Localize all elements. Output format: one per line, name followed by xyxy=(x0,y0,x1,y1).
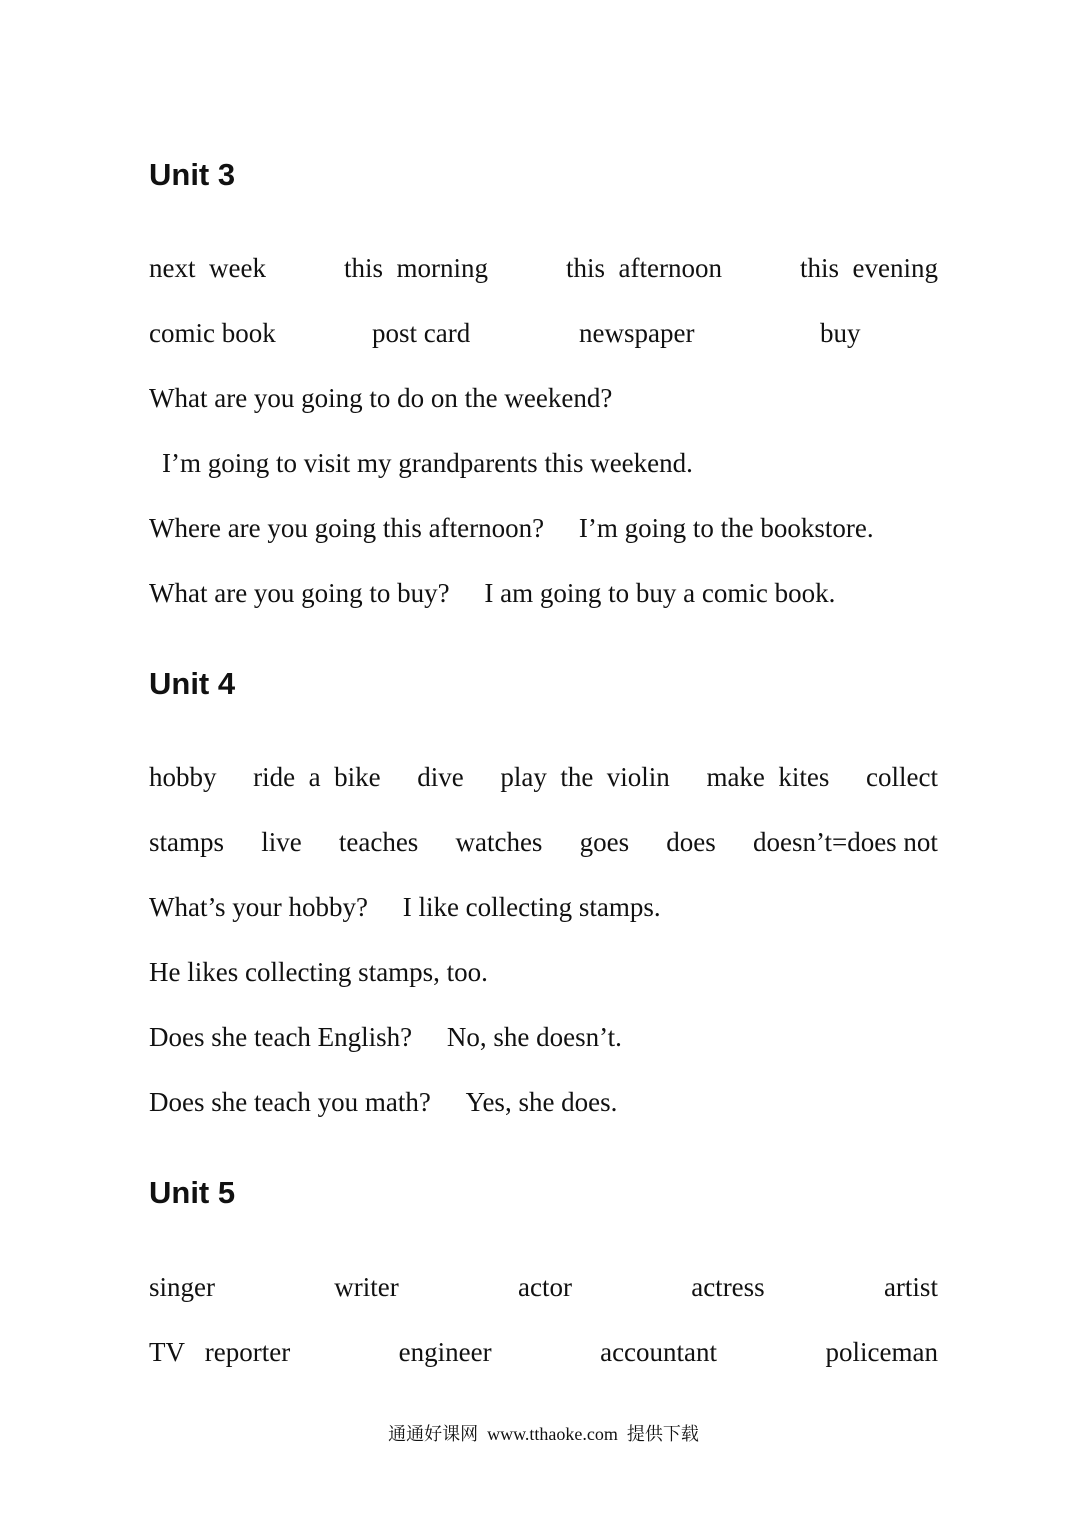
vocab-word: goes xyxy=(579,827,630,857)
vocab-word: TV reporter xyxy=(149,1337,291,1367)
sentence-text: What are you going to do on the weekend? xyxy=(149,383,613,413)
vocab-word: watches xyxy=(455,827,543,857)
unit-3-words-row-2 xyxy=(149,315,938,351)
unit-5-heading: Unit 5 xyxy=(149,1175,236,1210)
vocab-word: writer xyxy=(334,1272,399,1302)
vocab-word: next week xyxy=(149,253,266,283)
vocab-word: newspaper xyxy=(579,318,695,348)
sentence-question: Where are you going this afternoon? xyxy=(149,513,545,543)
sentence-question: Does she teach you math? xyxy=(149,1087,431,1117)
vocab-word: singer xyxy=(149,1272,215,1302)
unit-3-sentence-1 xyxy=(149,380,938,416)
page-footer: 通通好课网 www.tthaoke.com 提供下载 xyxy=(388,1424,699,1444)
vocab-word: teaches xyxy=(338,827,419,857)
unit-3-sentence-4 xyxy=(149,575,938,611)
vocab-word: artist xyxy=(883,1272,938,1302)
unit-5-words-row-2 xyxy=(149,1334,938,1370)
vocab-word: post card xyxy=(372,318,471,348)
unit-4-sentence-3 xyxy=(149,1019,938,1055)
unit-4-words-row-2 xyxy=(149,824,938,860)
vocab-word: actor xyxy=(517,1272,572,1302)
unit-3-words-row-1 xyxy=(149,250,938,286)
vocab-word: this evening xyxy=(799,253,938,283)
vocab-word: live xyxy=(261,827,302,857)
vocab-word: stamps xyxy=(149,827,225,857)
vocab-word: collect xyxy=(866,762,938,792)
vocab-word: play the violin xyxy=(500,762,670,792)
sentence-answer: No, she doesn’t. xyxy=(446,1022,622,1052)
sentence-text: I’m going to visit my grandparents this weekend. xyxy=(162,448,693,478)
unit-4-heading: Unit 4 xyxy=(149,666,236,701)
sentence-text: He likes collecting stamps, too. xyxy=(149,957,488,987)
sentence-answer: I like collecting stamps. xyxy=(402,892,661,922)
vocab-word: policeman xyxy=(825,1337,938,1367)
vocab-word: comic book xyxy=(149,318,276,348)
vocab-word: buy xyxy=(820,318,861,348)
unit-3-heading: Unit 3 xyxy=(149,157,236,192)
vocab-word: make kites xyxy=(706,762,830,792)
vocab-word: this morning xyxy=(343,253,488,283)
vocab-word: does xyxy=(666,827,716,857)
vocab-word: this afternoon xyxy=(566,253,722,283)
vocab-word: doesn’t=does not xyxy=(752,827,938,857)
vocab-word: ride a bike xyxy=(253,762,381,792)
vocab-word: actress xyxy=(691,1272,765,1302)
unit-4-words-row-1 xyxy=(149,759,938,795)
sentence-answer: I am going to buy a comic book. xyxy=(484,578,836,608)
unit-4-sentence-4 xyxy=(149,1084,938,1120)
unit-5-words-row-1 xyxy=(149,1269,938,1305)
sentence-answer: Yes, she does. xyxy=(465,1087,618,1117)
unit-3-sentence-3 xyxy=(149,510,938,546)
unit-3-sentence-2 xyxy=(149,445,951,481)
unit-4-sentence-1 xyxy=(149,889,938,925)
vocab-word: accountant xyxy=(600,1337,718,1367)
vocab-word: engineer xyxy=(398,1337,492,1367)
unit-4-sentence-2 xyxy=(149,954,938,990)
sentence-answer: I’m going to the bookstore. xyxy=(578,513,874,543)
vocab-word: dive xyxy=(417,762,464,792)
sentence-question: What are you going to buy? xyxy=(149,578,450,608)
sentence-question: Does she teach English? xyxy=(149,1022,413,1052)
vocab-word: hobby xyxy=(149,762,217,792)
sentence-question: What’s your hobby? xyxy=(149,892,368,922)
